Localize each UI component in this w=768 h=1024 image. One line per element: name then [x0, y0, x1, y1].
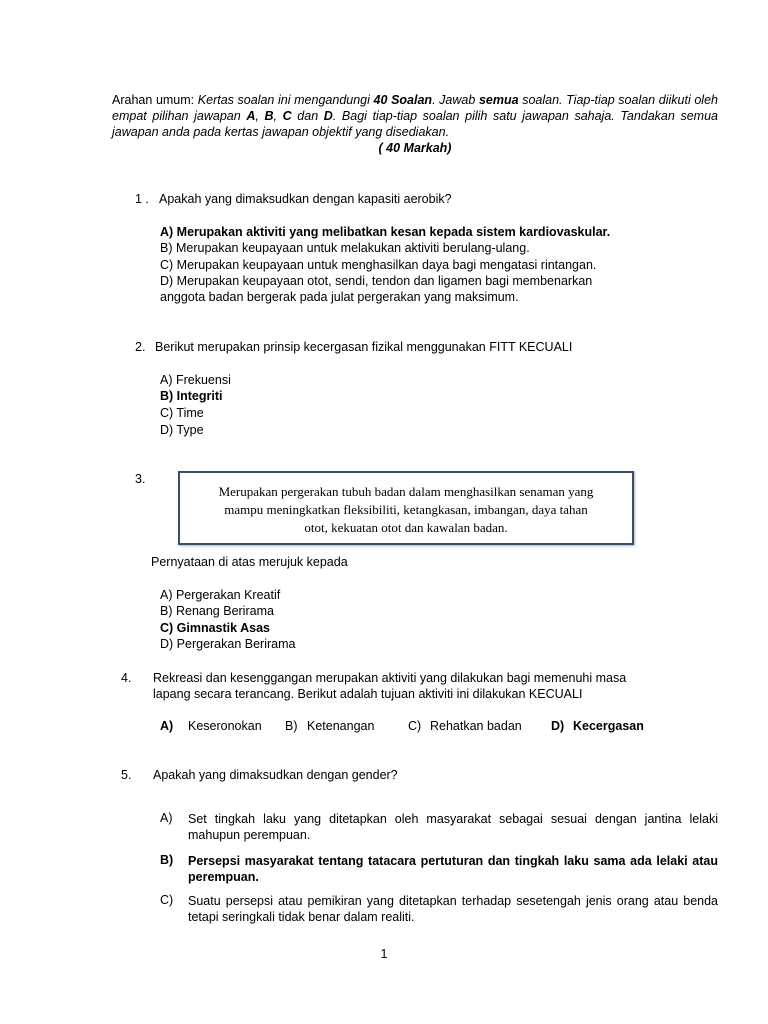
instructions-lead: Arahan umum:	[112, 93, 198, 107]
question-2-number: 2.	[135, 340, 146, 354]
question-4-option-b-label: B)	[285, 719, 298, 733]
question-4-text-cont: lapang secara terancang. Berikut adalah tujuan aktiviti ini dilakukan KECUALI	[153, 687, 583, 701]
question-4-option-c-label: C)	[408, 719, 422, 733]
question-1-text: Apakah yang dimaksudkan dengan kapasiti aerobik?	[159, 192, 452, 206]
question-1-option-c: C) Merupakan keupayaan untuk menghasilkan daya bagi mengatasi rintangan.	[160, 258, 597, 272]
question-5-option-a: Set tingkah laku yang ditetapkan oleh masyarakat sebagai sesuai dengan jantina lelaki mahupun perempuan.	[188, 812, 718, 842]
question-4-number: 4.	[121, 671, 132, 685]
statement-line: Merupakan pergerakan tubuh badan dalam menghasilkan senaman yang	[218, 484, 594, 499]
choice-letter: A	[246, 109, 256, 123]
question-5-option-c-label: C)	[160, 893, 174, 907]
question-4-option-c: Rehatkan badan	[430, 719, 522, 733]
instructions-text: . Jawab	[432, 93, 479, 107]
instructions-all: semua	[478, 93, 519, 107]
question-5-number: 5.	[121, 768, 132, 782]
question-4-option-a: Keseronokan	[188, 719, 262, 733]
question-5-option-c: Suatu persepsi atau pemikiran yang ditetapkan terhadap sesetengah jenis orang atau benda tetapi seringkali tidak benar dalam realiti.	[188, 894, 718, 924]
page-number: 1	[380, 947, 388, 961]
question-4-option-a-label: A)	[160, 719, 174, 733]
question-3-text: Pernyataan di atas merujuk kepada	[151, 555, 348, 569]
instructions-question-count: 40 Soalan	[373, 93, 433, 107]
choice-letter: B	[264, 109, 274, 123]
question-4-option-d-label: D)	[551, 719, 565, 733]
question-3-option-c: C) Gimnastik Asas	[160, 621, 270, 635]
statement-line: otot, kekuatan otot dan kawalan badan.	[304, 520, 508, 535]
question-3-option-a: A) Pergerakan Kreatif	[160, 588, 281, 602]
question-1-option-a: A) Merupakan aktiviti yang melibatkan kesan kepada sistem kardiovaskular.	[160, 225, 611, 239]
question-4-option-d: Kecergasan	[573, 719, 644, 733]
question-1-option-b: B) Merupakan keupayaan untuk melakukan aktiviti berulang-ulang.	[160, 241, 530, 255]
instructions-text: soalan. Tiap-tiap soalan diikuti oleh empat pilihan jawapan	[112, 93, 718, 123]
question-1-option-d: D) Merupakan keupayaan otot, sendi, tendon dan ligamen bagi membenarkan	[160, 274, 593, 288]
question-4-option-b: Ketenangan	[307, 719, 375, 733]
instructions: Arahan umum: Kertas soalan ini mengandungi 40 Soalan. Jawab semua soalan. Tiap-tiap soalan diikuti oleh empat pilihan jawapan A, B, C dan D. Bagi tiap-tiap soalan pilih satu jawapan sahaja. Tandakan semua jawapan anda pada kertas jawapan objektif yang disediakan.	[112, 93, 718, 139]
question-3-number: 3.	[135, 472, 146, 486]
question-5-option-b-label: B)	[160, 853, 174, 867]
choice-letter: C	[282, 109, 292, 123]
total-marks: ( 40 Markah)	[378, 141, 452, 155]
question-3-statement-box	[178, 471, 634, 545]
question-1-number: 1 .	[135, 192, 149, 206]
question-2-option-a: A) Frekuensi	[160, 373, 231, 387]
question-5-option-b: Persepsi masyarakat tentang tatacara pertuturan dan tingkah laku sama ada lelaki atau perempuan.	[188, 854, 718, 884]
question-5-option-a-label: A)	[160, 811, 173, 825]
question-2-option-d: D) Type	[160, 423, 204, 437]
question-5-text: Apakah yang dimaksudkan dengan gender?	[153, 768, 398, 782]
question-2-option-b: B) Integriti	[160, 389, 223, 403]
statement-line: mampu meningkatkan fleksibiliti, ketangkasan, imbangan, daya tahan	[224, 502, 588, 517]
instructions-text: . Bagi tiap-tiap soalan pilih satu jawapan sahaja. Tandakan semua jawapan anda pada kertas jawapan objektif yang disediakan.	[112, 109, 718, 139]
question-1-option-d-cont: anggota badan bergerak pada julat pergerakan yang maksimum.	[160, 290, 519, 304]
question-2-option-c: C) Time	[160, 406, 204, 420]
question-3-option-b: B) Renang Berirama	[160, 604, 274, 618]
choice-letter: D	[323, 109, 333, 123]
question-3-option-d: D) Pergerakan Berirama	[160, 637, 296, 651]
instructions-text: Kertas soalan ini mengandungi	[197, 93, 374, 107]
question-2-text: Berikut merupakan prinsip kecergasan fizikal menggunakan FITT KECUALI	[155, 340, 573, 354]
question-4-text: Rekreasi dan kesenggangan merupakan aktiviti yang dilakukan bagi memenuhi masa	[153, 671, 627, 685]
